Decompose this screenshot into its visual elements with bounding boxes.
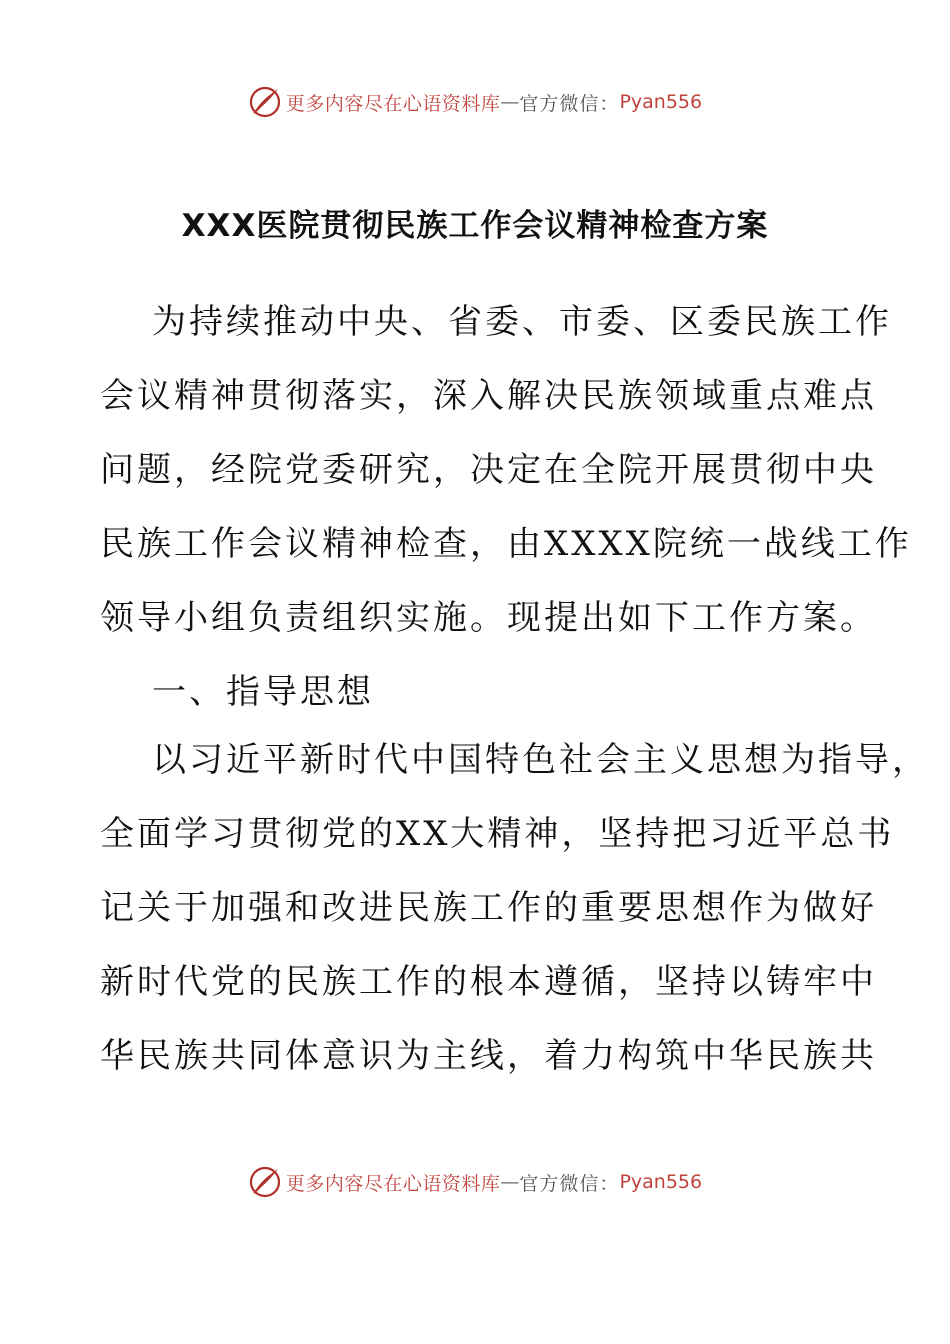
paragraph-line: 会议精神贯彻落实，深入解决民族领域重点难点 [100, 376, 877, 416]
header-watermark [0, 82, 950, 122]
section-heading: 一、指导思想 [152, 672, 374, 712]
watermark-dash: — [500, 1171, 520, 1193]
paragraph-line: 为持续推动中央、省委、市委、区委民族工作 [152, 302, 892, 342]
paragraph-line: 记关于加强和改进民族工作的重要思想作为做好 [100, 888, 877, 928]
paragraph-line: 民族工作会议精神检查，由XXXX院统一战线工作 [100, 524, 912, 564]
footer-watermark [0, 1162, 950, 1202]
paragraph-line: 华民族共同体意识为主线，着力构筑中华民族共 [100, 1036, 877, 1076]
watermark-brand-text: 更多内容尽在心语资料库 [285, 92, 501, 115]
paragraph-line: 问题，经院党委研究，决定在全院开展贯彻中央 [100, 450, 877, 490]
watermark-dash: — [500, 91, 520, 113]
watermark-wechat-id: Pyan556 [619, 1171, 703, 1193]
quill-logo-icon [248, 85, 282, 119]
document-title: XXX医院贯彻民族工作会议精神检查方案 [181, 208, 769, 244]
watermark-sub-text: 官方微信： [519, 92, 620, 115]
paragraph-line: 以习近平新时代中国特色社会主义思想为指导， [152, 740, 929, 780]
quill-logo-icon [248, 1165, 282, 1199]
watermark-sub-text: 官方微信： [519, 1172, 620, 1195]
watermark-brand-text: 更多内容尽在心语资料库 [285, 1172, 501, 1195]
paragraph-line: 领导小组负责组织实施。现提出如下工作方案。 [100, 598, 877, 638]
paragraph-line: 全面学习贯彻党的XX大精神，坚持把习近平总书 [100, 814, 895, 854]
watermark-wechat-id: Pyan556 [619, 91, 703, 113]
paragraph-line: 新时代党的民族工作的根本遵循，坚持以铸牢中 [100, 962, 877, 1002]
